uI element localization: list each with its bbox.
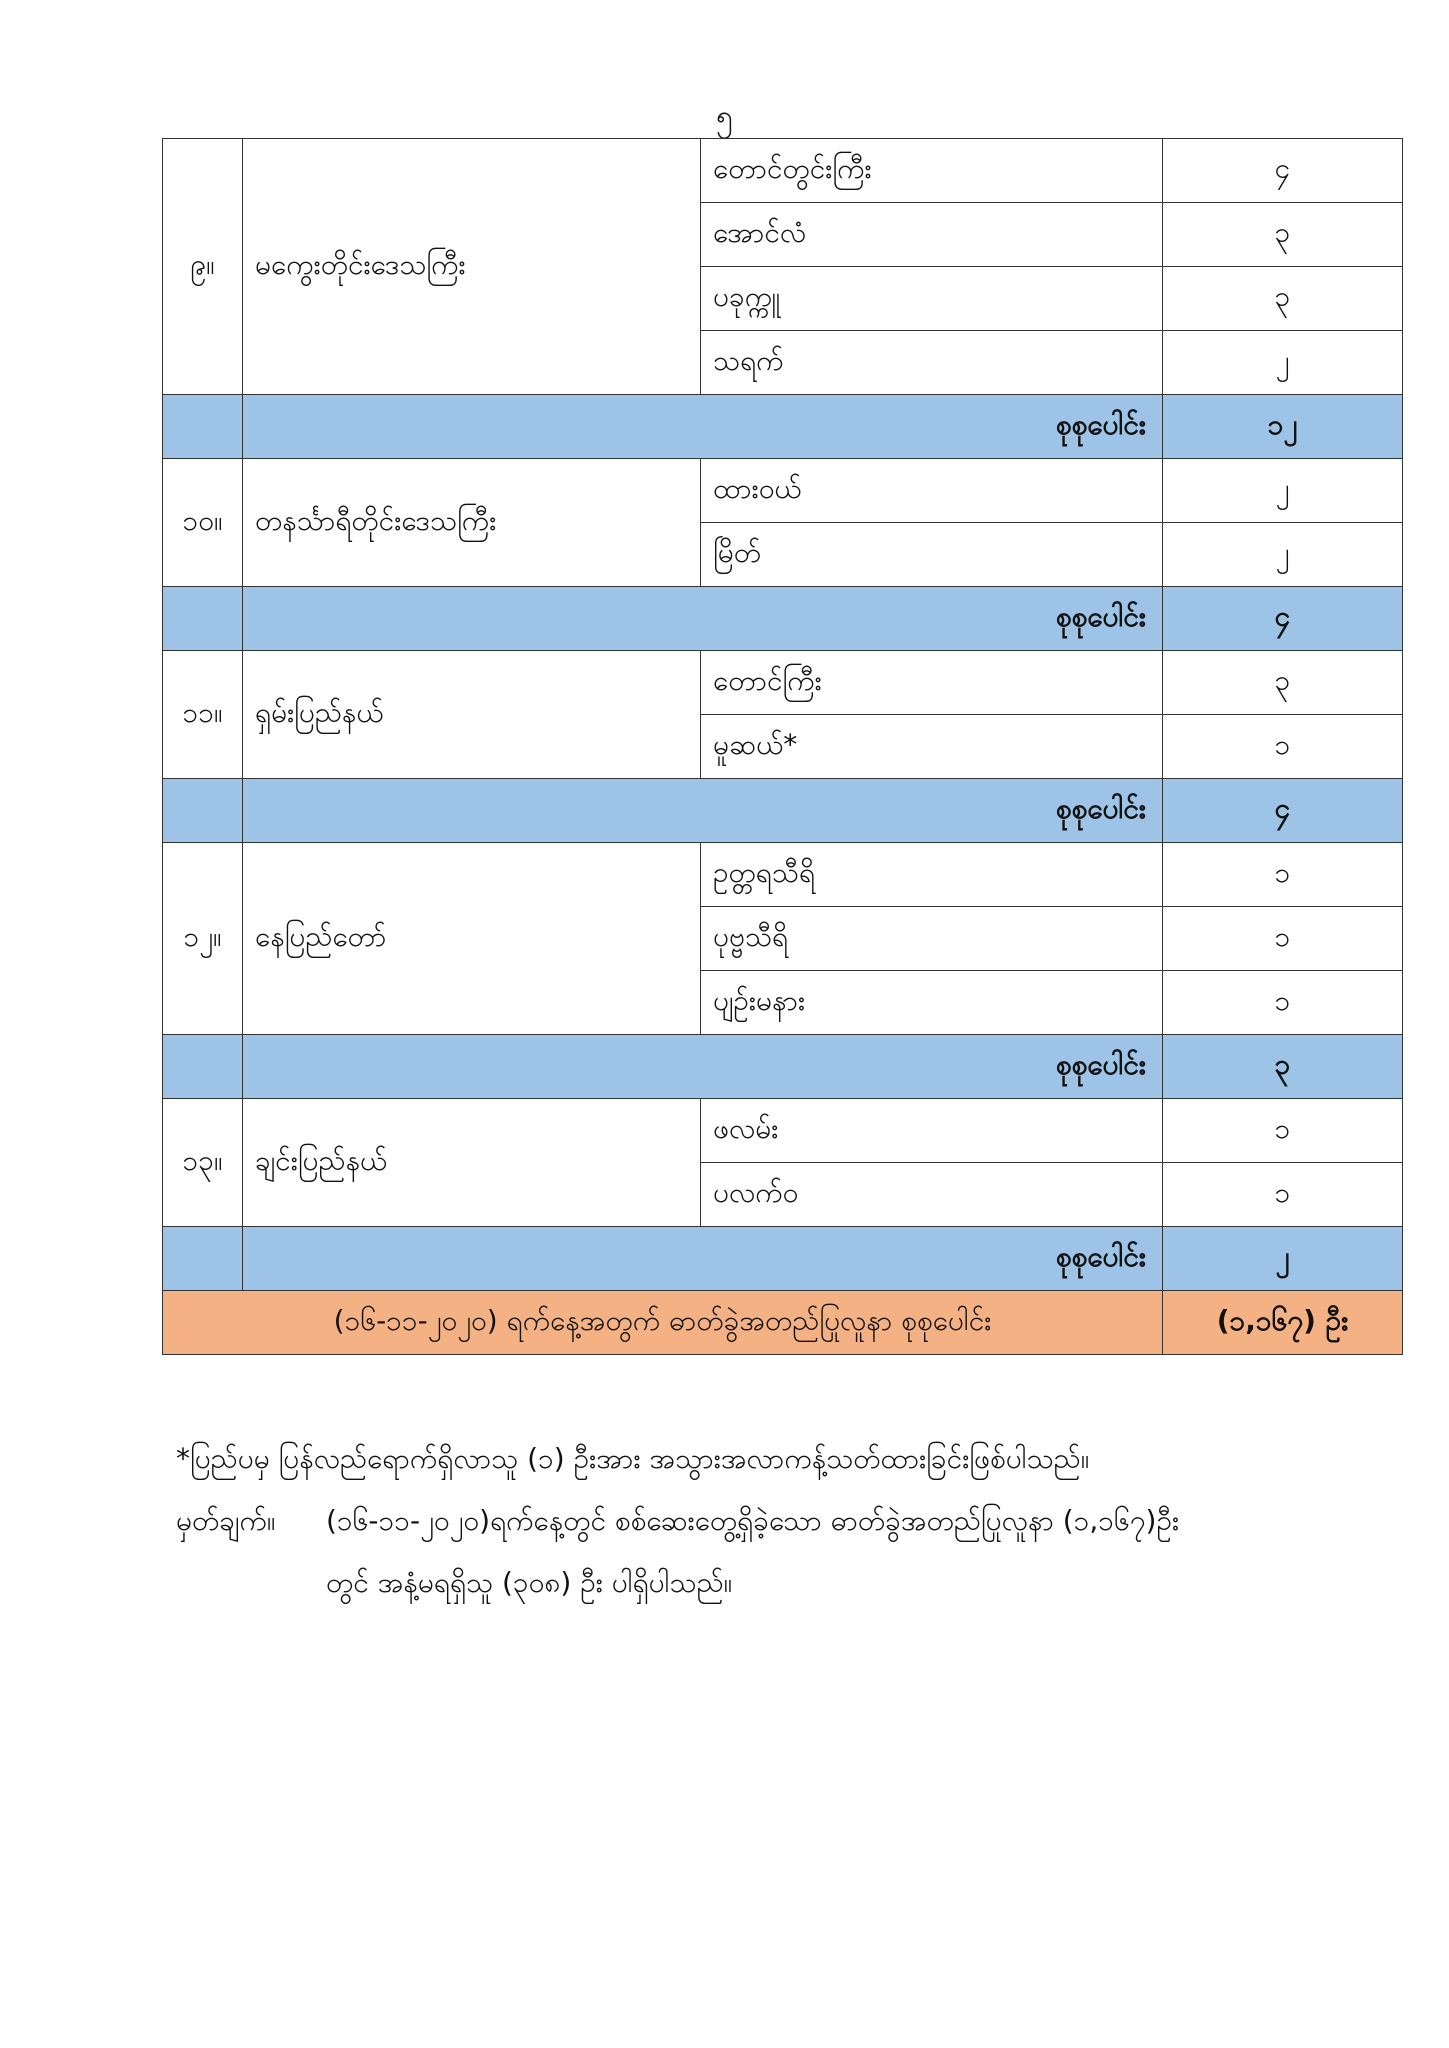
township-name: မူဆယ်*	[701, 715, 1163, 779]
township-name: ထားဝယ်	[701, 459, 1163, 523]
case-count: ၃	[1163, 267, 1403, 331]
case-count: ၄	[1163, 139, 1403, 203]
remark-label: မှတ်ချက်။	[176, 1504, 276, 1537]
grand-total-count: (၁,၁၆၇) ဦး	[1163, 1291, 1403, 1355]
group-number: ၁၀။	[163, 459, 243, 587]
table-row	[163, 139, 1403, 203]
township-name: ဥတ္တရသီရိ	[701, 843, 1163, 907]
subtotal-row	[163, 1227, 1403, 1291]
region-name: ချင်းပြည်နယ်	[243, 1099, 701, 1227]
remark	[176, 1490, 1406, 1614]
grand-total-row	[163, 1291, 1403, 1355]
table-row	[163, 651, 1403, 715]
subtotal-empty-cell	[163, 1035, 243, 1099]
subtotal-count: ၄	[1163, 779, 1403, 843]
township-name: ပခုက္ကူ	[701, 267, 1163, 331]
case-count: ၂	[1163, 459, 1403, 523]
subtotal-label: စုစုပေါင်း	[243, 1035, 1163, 1099]
asterisk-note: *ပြည်ပမှ ပြန်လည်ရောက်ရှိလာသူ (၁) ဦးအား အသွားအလာကန့်သတ်ထားခြင်းဖြစ်ပါသည်။	[176, 1442, 1090, 1475]
case-count: ၃	[1163, 203, 1403, 267]
case-count: ၃	[1163, 651, 1403, 715]
subtotal-count: ၁၂	[1163, 395, 1403, 459]
page-number: ၅	[716, 99, 733, 134]
region-name: နေပြည်တော်	[243, 843, 701, 1035]
subtotal-count: ၄	[1163, 587, 1403, 651]
case-count: ၂	[1163, 331, 1403, 395]
subtotal-label: စုစုပေါင်း	[243, 1227, 1163, 1291]
cases-table-body	[163, 139, 1403, 1355]
township-name: သရက်	[701, 331, 1163, 395]
subtotal-empty-cell	[163, 1227, 243, 1291]
remark-line-1: (၁၆-၁၁-၂၀၂၀)ရက်နေ့တွင် စစ်ဆေးတွေ့ရှိခဲ့သော ဓာတ်ခွဲအတည်ပြုလူနာ (၁,၁၆၇)ဦး	[326, 1504, 1180, 1537]
remark-line-2: တွင် အနံ့မရရှိသူ (၃၀၈) ဦး ပါရှိပါသည်။	[326, 1566, 733, 1599]
township-name: တောင်တွင်းကြီး	[701, 139, 1163, 203]
subtotal-label: စုစုပေါင်း	[243, 779, 1163, 843]
table-row	[163, 459, 1403, 523]
subtotal-count: ၂	[1163, 1227, 1403, 1291]
region-name: တနင်္သာရီတိုင်းဒေသကြီး	[243, 459, 701, 587]
case-count: ၁	[1163, 715, 1403, 779]
township-name: ဖလမ်း	[701, 1099, 1163, 1163]
township-name: မြိတ်	[701, 523, 1163, 587]
township-name: ပလက်ဝ	[701, 1163, 1163, 1227]
group-number: ၁၂။	[163, 843, 243, 1035]
case-count: ၂	[1163, 523, 1403, 587]
township-name: တောင်ကြီး	[701, 651, 1163, 715]
case-count: ၁	[1163, 971, 1403, 1035]
group-number: ၁၃။	[163, 1099, 243, 1227]
table-row	[163, 843, 1403, 907]
subtotal-row	[163, 1035, 1403, 1099]
subtotal-empty-cell	[163, 395, 243, 459]
case-count: ၁	[1163, 1163, 1403, 1227]
group-number: ၉။	[163, 139, 243, 395]
cases-table	[162, 138, 1403, 1355]
case-count: ၁	[1163, 1099, 1403, 1163]
township-name: အောင်လံ	[701, 203, 1163, 267]
grand-total-label: (၁၆-၁၁-၂၀၂၀) ရက်နေ့အတွက် ဓာတ်ခွဲအတည်ပြုလူနာ စုစုပေါင်း	[163, 1291, 1163, 1355]
remark-text	[326, 1490, 1406, 1614]
group-number: ၁၁။	[163, 651, 243, 779]
subtotal-row	[163, 779, 1403, 843]
case-count: ၁	[1163, 843, 1403, 907]
subtotal-empty-cell	[163, 587, 243, 651]
region-name: မကွေးတိုင်းဒေသကြီး	[243, 139, 701, 395]
notes-section	[176, 1428, 1406, 1614]
case-count: ၁	[1163, 907, 1403, 971]
township-name: ပျဉ်းမနား	[701, 971, 1163, 1035]
subtotal-row	[163, 395, 1403, 459]
subtotal-label: စုစုပေါင်း	[243, 587, 1163, 651]
subtotal-count: ၃	[1163, 1035, 1403, 1099]
subtotal-row	[163, 587, 1403, 651]
subtotal-label: စုစုပေါင်း	[243, 395, 1163, 459]
table-row	[163, 1099, 1403, 1163]
region-name: ရှမ်းပြည်နယ်	[243, 651, 701, 779]
township-name: ပုဗ္ဗသီရိ	[701, 907, 1163, 971]
subtotal-empty-cell	[163, 779, 243, 843]
